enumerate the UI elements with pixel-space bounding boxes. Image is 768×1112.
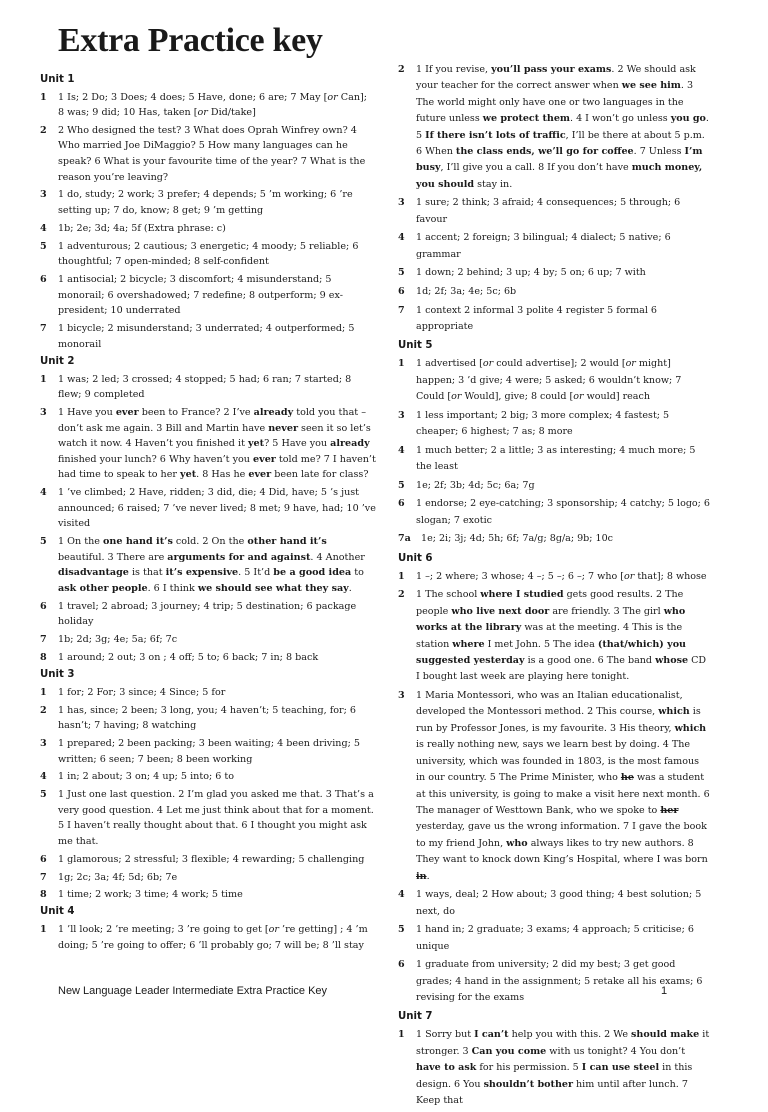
answer-text: 1 adventurous; 2 cautious; 3 energetic; 4 moody; 5 reliable; 6 thoughtful; 7 open-minded; 8 self-confident	[58, 240, 359, 268]
exercise-number: 5	[40, 240, 47, 252]
exercise-number: 6	[40, 853, 47, 865]
answer-entry	[40, 485, 376, 532]
answer-text: 1b; 2e; 3d; 4a; 5f (Extra phrase: c)	[58, 222, 226, 234]
exercise-number: 6	[398, 286, 405, 298]
answer-text: 1 graduate from university; 2 did my best; 3 get good grades; 4 hand in the assignment; 5 retake all his exams; 6 revising for the exams	[416, 959, 703, 1003]
answer-text: 1 ways, deal; 2 How about; 3 good thing; 4 best solution; 5 next, do	[416, 889, 702, 917]
answer-entry	[398, 284, 710, 300]
exercise-number: 1	[398, 570, 405, 582]
answer-entry	[40, 887, 376, 903]
exercise-number: 5	[398, 924, 405, 936]
answer-entry	[40, 90, 376, 121]
answer-text: 1 sure; 2 think; 3 afraid; 4 consequences; 5 through; 6 favour	[416, 197, 681, 225]
answer-text: 1 less important; 2 big; 3 more complex; 4 fastest; 5 cheaper; 6 highest; 7 as; 8 more	[416, 409, 670, 438]
answer-entry	[40, 736, 376, 767]
answer-text: 1 Just one last question. 2 I’m glad you asked me that. 3 That’s a very good question. 4 Let me just think about that for a moment. 5 I haven’t really thought about that. 6 I thought you might ask me that.	[58, 789, 374, 848]
exercise-number: 6	[40, 273, 47, 285]
exercise-number: 1	[40, 373, 47, 385]
answer-entry	[40, 372, 376, 403]
unit-heading: Unit 2	[40, 355, 75, 367]
answer-text: 1 do, study; 2 work; 3 prefer; 4 depends; 5 ’m working; 6 ’re setting up; 7 do, know; 8 get; 9 ’m getting	[58, 189, 353, 217]
left-column	[40, 70, 376, 956]
exercise-number: 3	[398, 690, 405, 702]
answer-text: 1 accent; 2 foreign; 3 bilingual; 4 dialect; 5 native; 6 grammar	[416, 232, 671, 260]
answer-entry	[398, 1027, 710, 1109]
answer-text: 1 antisocial; 2 bicycle; 3 discomfort; 4 misunderstand; 5 monorail; 6 overshadowed; 7 redefine; 8 outperform; 9 ex-president; 10 underrated	[58, 273, 343, 317]
answer-entry	[40, 650, 376, 666]
exercise-number: 2	[398, 589, 405, 601]
answer-entry	[398, 195, 710, 228]
answer-entry	[40, 272, 376, 319]
answer-text: 1 endorse; 2 eye-catching; 3 sponsorship; 4 catchy; 5 logo; 6 slogan; 7 exotic	[416, 498, 711, 526]
unit-heading: Unit 5	[398, 340, 433, 352]
answer-entry	[40, 703, 376, 734]
answer-entry	[40, 769, 376, 785]
exercise-number: 1	[40, 91, 47, 103]
page-title: Extra Practice key	[58, 22, 323, 59]
answer-entry	[398, 478, 710, 494]
answer-entry	[40, 787, 376, 849]
exercise-number: 7	[40, 322, 47, 334]
answer-entry	[40, 221, 376, 237]
answer-text: 1 down; 2 behind; 3 up; 4 by; 5 on; 6 up; 7 with	[416, 267, 646, 279]
exercise-number: 5	[40, 789, 47, 801]
answer-text: 1 context 2 informal 3 polite 4 register 5 formal 6 appropriate	[416, 304, 658, 333]
answer-entry	[40, 599, 376, 630]
unit-heading: Unit 3	[40, 668, 75, 680]
answer-entry	[398, 265, 710, 281]
exercise-number: 5	[398, 479, 405, 491]
answer-entry	[398, 587, 710, 685]
answer-entry	[398, 688, 710, 885]
answer-entry	[40, 632, 376, 648]
answer-text: 2 Who designed the test? 3 What does Oprah Winfrey own? 4 Who married Joe DiMaggio? 5 How many languages can he speak? 6 What is your favourite time of the year? 7 What is the reason you’re leaving?	[58, 124, 366, 183]
exercise-number: 1	[398, 358, 405, 370]
answer-text: 1 On the one hand it’s cold. 2 On the other hand it’s beautiful. 3 There are arguments for and against. 4 Another disadvantage is that it’s expensive. 5 It’d be a good idea to ask other people. 6 I think we should see what they say.	[58, 536, 365, 594]
answer-text: 1 –; 2 where; 3 whose; 4 –; 5 –; 6 –; 7 who [or that]; 8 whose	[416, 570, 707, 582]
answer-text: 1 much better; 2 a little; 3 as interesting; 4 much more; 5 the least	[416, 444, 696, 473]
answer-entry	[398, 303, 710, 336]
answer-entry	[40, 852, 376, 868]
answer-entry	[398, 408, 710, 441]
answer-entry	[398, 443, 710, 476]
page-number: 1	[661, 985, 668, 997]
answer-entry	[398, 531, 710, 547]
answer-text: 1b; 2d; 3g; 4e; 5a; 6f; 7c	[58, 634, 178, 646]
answer-entry	[398, 887, 710, 920]
exercise-number: 4	[398, 444, 405, 456]
answer-text: 1 hand in; 2 graduate; 3 exams; 4 approach; 5 criticise; 6 unique	[416, 924, 694, 952]
answer-text: 1 ’ll look; 2 ’re meeting; 3 ’re going to get [or ’re getting] ; 4 ’m doing; 5 ’re going to offer; 6 ’ll probably go; 7 will be; 8 ’ll stay	[58, 924, 368, 952]
exercise-number: 3	[40, 407, 47, 418]
right-column	[398, 62, 710, 1112]
answer-entry	[40, 123, 376, 185]
unit-heading: Unit 4	[40, 906, 75, 918]
answer-text: 1 bicycle; 2 misunderstand; 3 underrated; 4 outperformed; 5 monorail	[58, 322, 355, 350]
answer-text: 1 Sorry but I can’t help you with this. 2 We should make it stronger. 3 Can you come with us tonight? 4 You don’t have to ask for his permission. 5 I can use steel in this design. 6 You shouldn’t bother him until after lunch. 7 Keep that	[416, 1029, 710, 1106]
answer-text: 1 travel; 2 abroad; 3 journey; 4 trip; 5 destination; 6 package holiday	[58, 600, 357, 628]
answer-text: 1 has, since; 2 been; 3 long, you; 4 haven’t; 5 teaching, for; 6 hasn’t; 7 having; 8 watching	[58, 704, 357, 732]
exercise-number: 2	[40, 704, 47, 716]
exercise-number: 3	[40, 189, 47, 201]
answer-entry	[40, 239, 376, 270]
answer-entry	[398, 957, 710, 1006]
answer-entry	[398, 569, 710, 585]
answer-entry	[40, 187, 376, 218]
exercise-number: 1	[40, 686, 47, 698]
answer-text: 1 in; 2 about; 3 on; 4 up; 5 into; 6 to	[58, 771, 235, 783]
exercise-number: 8	[40, 651, 47, 663]
exercise-number: 3	[398, 409, 405, 421]
exercise-number: 7	[40, 634, 47, 646]
exercise-number: 2	[398, 64, 405, 75]
exercise-number: 7a	[398, 533, 411, 545]
answer-entry	[40, 922, 376, 953]
exercise-number: 6	[398, 959, 405, 971]
unit-heading: Unit 6	[398, 552, 433, 564]
exercise-number: 4	[40, 487, 47, 499]
unit-heading: Unit 7	[398, 1011, 433, 1023]
exercise-number: 3	[40, 738, 47, 750]
exercise-number: 3	[398, 197, 405, 209]
answer-text: 1 ’ve climbed; 2 Have, ridden; 3 did, die; 4 Did, have; 5 ’s just announced; 6 raised; 7 ’ve never lived; 8 met; 9 have, had; 10 ’ve visited	[58, 487, 376, 530]
answer-entry	[398, 356, 710, 405]
answer-entry	[398, 62, 710, 193]
unit-heading: Unit 1	[40, 73, 75, 85]
answer-text: 1 prepared; 2 been packing; 3 been waiting; 4 been driving; 5 written; 6 seen; 7 been; 8 been working	[58, 738, 360, 765]
answer-text: 1 glamorous; 2 stressful; 3 flexible; 4 rewarding; 5 challenging	[58, 853, 365, 865]
answer-text: 1d; 2f; 3a; 4e; 5c; 6b	[416, 286, 517, 298]
exercise-number: 1	[398, 1029, 405, 1041]
answer-entry	[398, 230, 710, 263]
answer-text: 1 The school where I studied gets good results. 2 The people who live next door are friendly. 3 The girl who works at the library was at the meeting. 4 This is the station where I met John. 5 The idea (that/which) you suggested yesterday is a good one. 6 The band whose CD I bought last week are playing here tonight.	[416, 589, 707, 683]
exercise-number: 8	[40, 889, 47, 901]
answer-text: 1e; 2f; 3b; 4d; 5c; 6a; 7g	[416, 479, 535, 491]
exercise-number: 4	[40, 222, 47, 234]
exercise-number: 5	[40, 536, 47, 548]
answer-text: 1 If you revise, you’ll pass your exams. 2 We should ask your teacher for the correct answer when we see him. 3 The world might only have one or two languages in the future unless we protect them. 4 I won’t go unless you go. 5 If there isn’t lots of traffic, I’ll be there at about 5 p.m. 6 When the class ends, we’ll go for coffee. 7 Unless I’m busy, I’ll give you a call. 8 If you don’t have much money, you should stay in.	[416, 64, 709, 190]
exercise-number: 2	[40, 124, 47, 136]
answer-entry	[398, 922, 710, 955]
answer-text: 1 for; 2 For; 3 since; 4 Since; 5 for	[58, 686, 226, 698]
answer-entry	[40, 685, 376, 701]
answer-text: 1 Have you ever been to France? 2 I’ve already told you that – don’t ask me again. 3 Bill and Martin have never seen it so let’s watch it now. 4 Haven’t you finished it yet? 5 Have you already finished your lunch? 6 Why haven’t you ever told me? 7 I haven’t had time to speak to her yet. 8 Has he ever been late for class?	[58, 407, 376, 481]
footer-title: New Language Leader Intermediate Extra Practice Key	[58, 985, 328, 997]
answer-text: 1 was; 2 led; 3 crossed; 4 stopped; 5 had; 6 ran; 7 started; 8 flew; 9 completed	[58, 373, 352, 401]
answer-entry	[398, 496, 710, 529]
exercise-number: 4	[40, 771, 47, 783]
exercise-number: 6	[40, 600, 47, 612]
exercise-number: 1	[40, 924, 47, 936]
exercise-number: 5	[398, 267, 405, 279]
answer-text: 1 around; 2 out; 3 on ; 4 off; 5 to; 6 back; 7 in; 8 back	[58, 651, 319, 663]
exercise-number: 7	[398, 304, 405, 316]
answer-text: 1e; 2i; 3j; 4d; 5h; 6f; 7a/g; 8g/a; 9b; 10c	[421, 533, 614, 545]
answer-text: 1 Maria Montessori, who was an Italian educationalist, developed the Montessori method. 2 This course, which is run by Professor Jones, is my favourite. 3 His theory, which is really nothing new, says we learn best by doing. 4 The university, which was founded in 1803, is the most famous in our country. 5 The Prime Minister, who he was a student at this university, is going to make a visit here next month. 6 The manager of Westtown Bank, who we spoke to her yesterday, gave us the wrong information. 7 I gave the book to my friend John, who always likes to try new authors. 8 They want to knock down King’s Hospital, where I was born in.	[416, 690, 710, 882]
answer-text: 1 advertised [or could advertise]; 2 would [or might] happen; 3 ’d give; 4 were; 5 asked; 6 wouldn’t know; 7 Could [or Would], give; 8 could [or would] reach	[416, 358, 682, 403]
answer-entry	[40, 870, 376, 886]
answer-entry	[40, 534, 376, 596]
exercise-number: 7	[40, 871, 47, 883]
answer-text: 1g; 2c; 3a; 4f; 5d; 6b; 7e	[58, 871, 178, 883]
answer-text: 1 Is; 2 Do; 3 Does; 4 does; 5 Have, done; 6 are; 7 May [or Can]; 8 was; 9 did; 10 Has, taken [or Did/take]	[58, 91, 367, 119]
exercise-number: 6	[398, 498, 405, 510]
answer-entry	[40, 321, 376, 352]
exercise-number: 4	[398, 889, 405, 901]
answer-entry	[40, 405, 376, 483]
answer-text: 1 time; 2 work; 3 time; 4 work; 5 time	[58, 889, 243, 901]
exercise-number: 4	[398, 232, 405, 244]
